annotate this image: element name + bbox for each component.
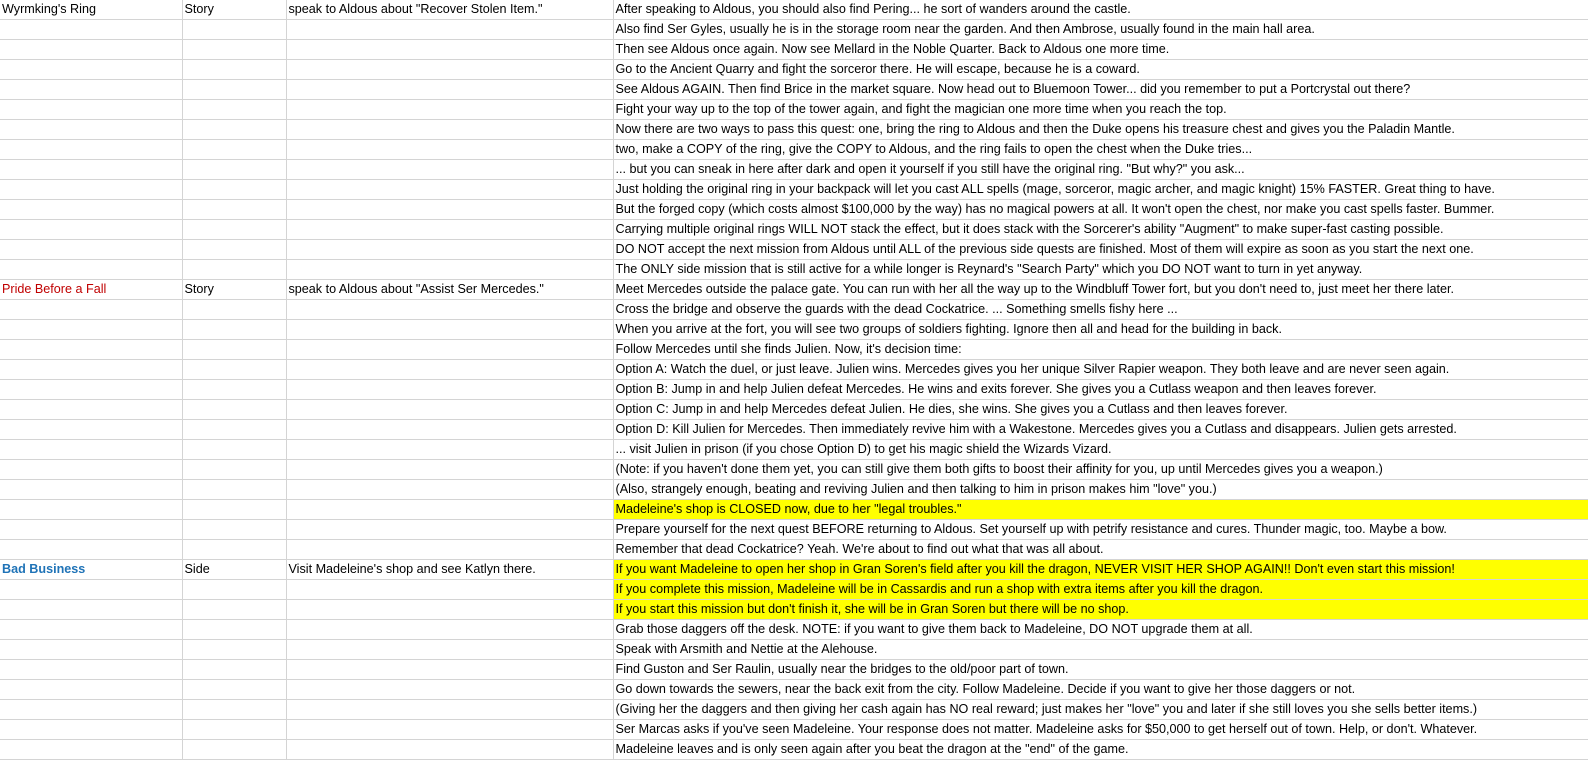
quest-name-cell[interactable]: Bad Business <box>0 560 182 580</box>
table-row <box>0 220 1588 240</box>
quest-start-cell[interactable] <box>286 180 613 200</box>
quest-type-cell[interactable] <box>182 120 286 140</box>
quest-start-cell[interactable]: Visit Madeleine's shop and see Katlyn there. <box>286 560 613 580</box>
quest-type-cell[interactable] <box>182 160 286 180</box>
quest-name-cell[interactable] <box>0 700 182 720</box>
quest-start-cell[interactable] <box>286 680 613 700</box>
quest-note-cell[interactable]: Meet Mercedes outside the palace gate. You can run with her all the way up to the Windbluff Tower fort, but you don't need to, just meet her there later. <box>613 280 1588 300</box>
quest-type-cell[interactable] <box>182 700 286 720</box>
quest-name-cell[interactable] <box>0 340 182 360</box>
quest-type-cell[interactable] <box>182 540 286 560</box>
quest-name-cell[interactable] <box>0 100 182 120</box>
table-row <box>0 580 1588 600</box>
quest-name-cell[interactable] <box>0 420 182 440</box>
quest-type-cell[interactable] <box>182 420 286 440</box>
table-row <box>0 240 1588 260</box>
quest-note-cell[interactable]: Remember that dead Cockatrice? Yeah. We're about to find out what that was all about. <box>613 540 1588 560</box>
quest-start-cell[interactable] <box>286 260 613 280</box>
quest-type-cell[interactable] <box>182 720 286 740</box>
table-row <box>0 480 1588 500</box>
quest-type-cell[interactable]: Side <box>182 560 286 580</box>
quest-type-cell[interactable] <box>182 220 286 240</box>
table-row <box>0 620 1588 640</box>
quest-type-cell[interactable] <box>182 680 286 700</box>
quest-name-cell[interactable]: Wyrmking's Ring <box>0 0 182 20</box>
quest-note-cell[interactable]: Fight your way up to the top of the tower again, and fight the magician one more time when you reach the top. <box>613 100 1588 120</box>
table-row <box>0 200 1588 220</box>
quest-name-cell[interactable] <box>0 440 182 460</box>
quest-name-cell[interactable] <box>0 580 182 600</box>
quest-note-cell[interactable]: Follow Mercedes until she finds Julien. Now, it's decision time: <box>613 340 1588 360</box>
quest-note-cell[interactable]: Cross the bridge and observe the guards with the dead Cockatrice. ... Something smells fishy here ... <box>613 300 1588 320</box>
table-row <box>0 0 1588 20</box>
table-row <box>0 360 1588 380</box>
quest-note-cell[interactable]: Now there are two ways to pass this quest: one, bring the ring to Aldous and then the Duke opens his treasure chest and gives you the Paladin Mantle. <box>613 120 1588 140</box>
quest-note-cell[interactable]: Madeleine leaves and is only seen again after you beat the dragon at the "end" of the game. <box>613 740 1588 760</box>
table-row <box>0 640 1588 660</box>
quest-type-cell[interactable] <box>182 500 286 520</box>
quest-type-cell[interactable] <box>182 520 286 540</box>
quest-note-cell[interactable]: ... but you can sneak in here after dark and open it yourself if you still have the original ring. "But why?" you ask... <box>613 160 1588 180</box>
quest-note-cell[interactable]: But the forged copy (which costs almost $100,000 by the way) has no magical powers at all. It won't open the chest, nor make you cast spells faster. Bummer. <box>613 200 1588 220</box>
table-row <box>0 540 1588 560</box>
quest-name-cell[interactable] <box>0 740 182 760</box>
table-row <box>0 520 1588 540</box>
quest-start-cell[interactable] <box>286 700 613 720</box>
quest-name-cell[interactable] <box>0 80 182 100</box>
table-row <box>0 420 1588 440</box>
quest-name-cell[interactable] <box>0 260 182 280</box>
quest-name-cell[interactable] <box>0 680 182 700</box>
quest-name-cell[interactable] <box>0 240 182 260</box>
quest-type-cell[interactable] <box>182 240 286 260</box>
quest-start-cell[interactable] <box>286 620 613 640</box>
quest-note-cell[interactable]: When you arrive at the fort, you will see two groups of soldiers fighting. Ignore then all and head for the building in back. <box>613 320 1588 340</box>
quest-note-cell[interactable]: Prepare yourself for the next quest BEFORE returning to Aldous. Set yourself up with petrify resistance and cures. Thunder magic, too. Maybe a bow. <box>613 520 1588 540</box>
quest-start-cell[interactable]: speak to Aldous about "Recover Stolen Item." <box>286 0 613 20</box>
quest-start-cell[interactable] <box>286 300 613 320</box>
quest-start-cell[interactable] <box>286 60 613 80</box>
quest-note-cell[interactable]: Go to the Ancient Quarry and fight the sorceror there. He will escape, because he is a coward. <box>613 60 1588 80</box>
quest-type-cell[interactable] <box>182 660 286 680</box>
quest-note-cell[interactable]: After speaking to Aldous, you should also find Pering... he sort of wanders around the castle. <box>613 0 1588 20</box>
table-row <box>0 700 1588 720</box>
quest-start-cell[interactable] <box>286 100 613 120</box>
quest-type-cell[interactable] <box>182 80 286 100</box>
quest-name-cell[interactable] <box>0 140 182 160</box>
table-row <box>0 660 1588 680</box>
quest-name-cell[interactable] <box>0 640 182 660</box>
quest-start-cell[interactable] <box>286 500 613 520</box>
table-row <box>0 740 1588 760</box>
quest-note-cell[interactable]: (Note: if you haven't done them yet, you can still give them both gifts to boost their affinity for you, up until Mercedes gives you a weapon.) <box>613 460 1588 480</box>
quest-start-cell[interactable] <box>286 400 613 420</box>
quest-type-cell[interactable] <box>182 740 286 760</box>
quest-note-cell[interactable]: Carrying multiple original rings WILL NOT stack the effect, but it does stack with the Sorcerer's ability "Augment" to make super-fast casting possible. <box>613 220 1588 240</box>
quest-type-cell[interactable] <box>182 20 286 40</box>
quest-start-cell[interactable] <box>286 460 613 480</box>
quest-start-cell[interactable] <box>286 20 613 40</box>
quest-name-cell[interactable] <box>0 460 182 480</box>
table-row <box>0 320 1588 340</box>
quest-type-cell[interactable] <box>182 300 286 320</box>
quest-type-cell[interactable] <box>182 480 286 500</box>
quest-note-cell[interactable]: Grab those daggers off the desk. NOTE: if you want to give them back to Madeleine, DO NOT upgrade them at all. <box>613 620 1588 640</box>
quest-note-cell[interactable]: Then see Aldous once again. Now see Mellard in the Noble Quarter. Back to Aldous one more time. <box>613 40 1588 60</box>
quest-note-cell[interactable]: Find Guston and Ser Raulin, usually near the bridges to the old/poor part of town. <box>613 660 1588 680</box>
quest-note-cell[interactable]: See Aldous AGAIN. Then find Brice in the market square. Now head out to Bluemoon Tower... did you remember to put a Portcrystal out there? <box>613 80 1588 100</box>
quest-start-cell[interactable] <box>286 220 613 240</box>
quest-note-cell[interactable]: If you want Madeleine to open her shop in Gran Soren's field after you kill the dragon, NEVER VISIT HER SHOP AGAIN!! Don't even start this mission! <box>613 560 1588 580</box>
quest-name-cell[interactable] <box>0 380 182 400</box>
quest-start-cell[interactable] <box>286 240 613 260</box>
table-row <box>0 20 1588 40</box>
quest-start-cell[interactable] <box>286 520 613 540</box>
quest-name-cell[interactable] <box>0 600 182 620</box>
quest-start-cell[interactable] <box>286 380 613 400</box>
quest-type-cell[interactable] <box>182 180 286 200</box>
quest-start-cell[interactable] <box>286 720 613 740</box>
quest-start-cell[interactable] <box>286 320 613 340</box>
quest-type-cell[interactable] <box>182 140 286 160</box>
quest-note-cell[interactable]: If you start this mission but don't finish it, she will be in Gran Soren but there will be no shop. <box>613 600 1588 620</box>
quest-name-cell[interactable] <box>0 620 182 640</box>
table-row <box>0 680 1588 700</box>
quest-note-cell[interactable]: If you complete this mission, Madeleine will be in Cassardis and run a shop with extra items after you kill the dragon. <box>613 580 1588 600</box>
quest-name-cell[interactable] <box>0 200 182 220</box>
quest-type-cell[interactable] <box>182 600 286 620</box>
quest-name-cell[interactable] <box>0 120 182 140</box>
quest-note-cell[interactable]: Go down towards the sewers, near the back exit from the city. Follow Madeleine. Decide if you want to give her those daggers or not. <box>613 680 1588 700</box>
quest-name-cell[interactable] <box>0 480 182 500</box>
quest-type-cell[interactable] <box>182 620 286 640</box>
table-row <box>0 720 1588 740</box>
table-row <box>0 440 1588 460</box>
table-row <box>0 260 1588 280</box>
quest-note-cell[interactable]: ... visit Julien in prison (if you chose Option D) to get his magic shield the Wizards Vizard. <box>613 440 1588 460</box>
table-row <box>0 180 1588 200</box>
quest-start-cell[interactable] <box>286 600 613 620</box>
quest-type-cell[interactable] <box>182 400 286 420</box>
quest-name-cell[interactable] <box>0 20 182 40</box>
quest-note-cell[interactable]: Option B: Jump in and help Julien defeat Mercedes. He wins and exits forever. She gives you a Cutlass weapon and then leaves forever. <box>613 380 1588 400</box>
quest-type-cell[interactable]: Story <box>182 280 286 300</box>
quest-note-cell[interactable]: Madeleine's shop is CLOSED now, due to her "legal troubles." <box>613 500 1588 520</box>
quest-type-cell[interactable] <box>182 380 286 400</box>
quest-name-cell[interactable] <box>0 500 182 520</box>
quest-type-cell[interactable] <box>182 260 286 280</box>
table-row <box>0 280 1588 300</box>
table-row <box>0 100 1588 120</box>
table-row <box>0 300 1588 320</box>
quest-start-cell[interactable] <box>286 440 613 460</box>
table-row <box>0 80 1588 100</box>
quest-note-cell[interactable]: (Also, strangely enough, beating and reviving Julien and then talking to him in prison makes him "love" you.) <box>613 480 1588 500</box>
quest-name-cell[interactable] <box>0 60 182 80</box>
quest-start-cell[interactable] <box>286 200 613 220</box>
quest-note-cell[interactable]: Speak with Arsmith and Nettie at the Alehouse. <box>613 640 1588 660</box>
quest-start-cell[interactable] <box>286 160 613 180</box>
quest-type-cell[interactable] <box>182 580 286 600</box>
quest-name-cell[interactable] <box>0 720 182 740</box>
quest-start-cell[interactable] <box>286 580 613 600</box>
table-row <box>0 340 1588 360</box>
quest-start-cell[interactable] <box>286 120 613 140</box>
quest-start-cell[interactable] <box>286 660 613 680</box>
quest-start-cell[interactable] <box>286 480 613 500</box>
quest-start-cell[interactable] <box>286 640 613 660</box>
quest-note-cell[interactable]: Just holding the original ring in your backpack will let you cast ALL spells (mage, sorceror, magic archer, and magic knight) 15% FASTER. Great thing to have. <box>613 180 1588 200</box>
quest-name-cell[interactable] <box>0 220 182 240</box>
quest-start-cell[interactable] <box>286 360 613 380</box>
quest-type-cell[interactable] <box>182 340 286 360</box>
table-row <box>0 560 1588 580</box>
table-row <box>0 120 1588 140</box>
quest-name-cell[interactable] <box>0 180 182 200</box>
quest-start-cell[interactable] <box>286 140 613 160</box>
table-row <box>0 600 1588 620</box>
quest-name-cell[interactable]: Pride Before a Fall <box>0 280 182 300</box>
quest-type-cell[interactable] <box>182 200 286 220</box>
quest-note-cell[interactable]: The ONLY side mission that is still active for a while longer is Reynard's "Search Party" which you DO NOT want to turn in yet anyway. <box>613 260 1588 280</box>
quest-type-cell[interactable] <box>182 100 286 120</box>
quest-note-cell[interactable]: Also find Ser Gyles, usually he is in the storage room near the garden. And then Ambrose, usually found in the main hall area. <box>613 20 1588 40</box>
quest-start-cell[interactable] <box>286 740 613 760</box>
quest-type-cell[interactable]: Story <box>182 0 286 20</box>
quest-name-cell[interactable] <box>0 540 182 560</box>
quest-note-cell[interactable]: DO NOT accept the next mission from Aldous until ALL of the previous side quests are finished. Most of them will expire as soon as you start the next one. <box>613 240 1588 260</box>
quest-name-cell[interactable] <box>0 40 182 60</box>
quest-type-cell[interactable] <box>182 440 286 460</box>
quest-name-cell[interactable] <box>0 400 182 420</box>
quest-note-cell[interactable]: Option A: Watch the duel, or just leave. Julien wins. Mercedes gives you her unique Silver Rapier weapon. They both leave and are never seen again. <box>613 360 1588 380</box>
table-row <box>0 140 1588 160</box>
table-row <box>0 400 1588 420</box>
quest-note-cell[interactable]: (Giving her the daggers and then giving her cash again has NO real reward; just makes her "love" you and later if she still loves you she sells better items.) <box>613 700 1588 720</box>
quest-type-cell[interactable] <box>182 360 286 380</box>
table-row <box>0 500 1588 520</box>
quest-start-cell[interactable] <box>286 340 613 360</box>
quest-start-cell[interactable] <box>286 40 613 60</box>
quest-note-cell[interactable]: Option D: Kill Julien for Mercedes. Then immediately revive him with a Wakestone. Mercedes gives you a Cutlass and disappears. Julien gets arrested. <box>613 420 1588 440</box>
quest-name-cell[interactable] <box>0 520 182 540</box>
quest-note-cell[interactable]: Ser Marcas asks if you've seen Madeleine. Your response does not matter. Madeleine asks for $50,000 to get herself out of town. Help, or don't. Whatever. <box>613 720 1588 740</box>
quest-note-cell[interactable]: two, make a COPY of the ring, give the COPY to Aldous, and the ring fails to open the chest when the Duke tries... <box>613 140 1588 160</box>
table-row <box>0 460 1588 480</box>
table-row <box>0 380 1588 400</box>
table-row <box>0 40 1588 60</box>
quest-start-cell[interactable] <box>286 540 613 560</box>
quest-note-cell[interactable]: Option C: Jump in and help Mercedes defeat Julien. He dies, she wins. She gives you a Cutlass and then leaves forever. <box>613 400 1588 420</box>
quest-start-cell[interactable] <box>286 420 613 440</box>
quest-name-cell[interactable] <box>0 160 182 180</box>
quest-name-cell[interactable] <box>0 660 182 680</box>
quest-type-cell[interactable] <box>182 640 286 660</box>
quest-name-cell[interactable] <box>0 360 182 380</box>
quest-type-cell[interactable] <box>182 320 286 340</box>
table-row <box>0 160 1588 180</box>
quest-name-cell[interactable] <box>0 300 182 320</box>
quest-type-cell[interactable] <box>182 60 286 80</box>
quest-type-cell[interactable] <box>182 460 286 480</box>
quest-name-cell[interactable] <box>0 320 182 340</box>
quest-start-cell[interactable] <box>286 80 613 100</box>
quest-type-cell[interactable] <box>182 40 286 60</box>
table-row <box>0 60 1588 80</box>
quest-start-cell[interactable]: speak to Aldous about "Assist Ser Mercedes." <box>286 280 613 300</box>
